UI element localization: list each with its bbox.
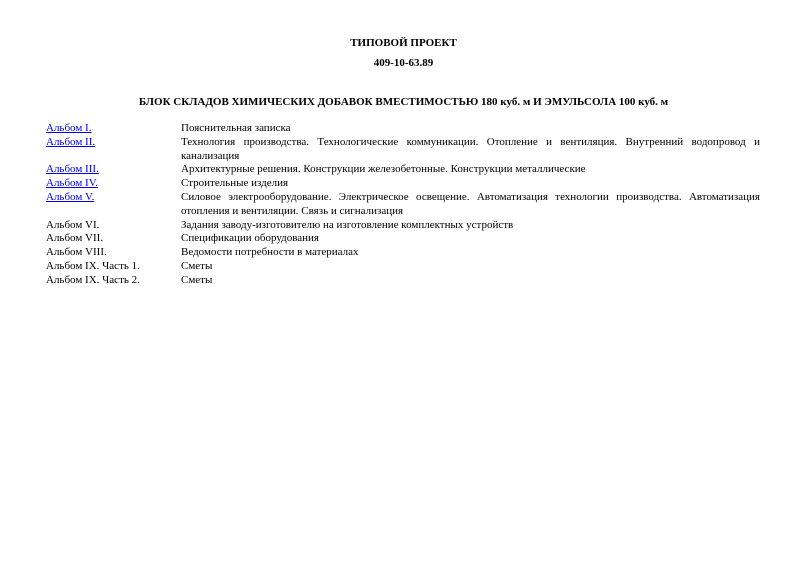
project-code: 409-10-63.89 [373, 57, 434, 69]
document-title: ТИПОВОЙ ПРОЕКТ [350, 37, 457, 49]
album-description: Архитектурные решения. Конструкции железобетонные. Конструкции металлические [181, 163, 586, 176]
album-row [46, 177, 760, 191]
album-row [46, 260, 760, 274]
album-description: Сметы [181, 273, 213, 286]
album-row [46, 191, 760, 219]
album-link-1[interactable]: Альбом I. [46, 122, 92, 134]
album-row [46, 219, 760, 233]
album-link-3[interactable]: Альбом III. [46, 163, 99, 176]
album-link-5[interactable]: Альбом V. [46, 190, 95, 203]
document-subtitle: БЛОК СКЛАДОВ ХИМИЧЕСКИХ ДОБАВОК ВМЕСТИМОСТЬЮ 180 куб. м И ЭМУЛЬСОЛА 100 куб. м [138, 96, 669, 108]
album-name: Альбом VIII. [46, 246, 107, 259]
album-name: Альбом VI. [46, 218, 100, 231]
album-name: Альбом VII. [46, 232, 104, 245]
album-row [46, 136, 760, 164]
album-row [46, 232, 760, 246]
album-row [46, 122, 760, 136]
album-row [46, 274, 760, 288]
album-link-4[interactable]: Альбом IV. [46, 177, 98, 190]
album-list [46, 122, 760, 288]
album-description: Технология производства. Технологические коммуникации. Отопление и вентиляция. Внутренний водопровод и канализация [181, 135, 760, 162]
album-row [46, 246, 760, 260]
album-description: Ведомости потребности в материалах [181, 246, 359, 259]
album-description: Пояснительная записка [181, 122, 291, 134]
album-row [46, 163, 760, 177]
album-description: Сметы [181, 259, 213, 272]
album-description: Силовое электрооборудование. Электрическое освещение. Автоматизация технологии производства. Автоматизация отопления и вентиляции. Связь и сигнализация [181, 190, 760, 217]
album-description: Строительные изделия [181, 177, 289, 190]
album-name: Альбом IX. Часть 2. [46, 273, 140, 286]
album-link-2[interactable]: Альбом II. [46, 135, 96, 148]
album-description: Спецификации оборудования [181, 232, 319, 245]
album-name: Альбом IX. Часть 1. [46, 259, 140, 272]
album-description: Задания заводу-изготовителю на изготовление комплектных устройств [181, 218, 514, 231]
